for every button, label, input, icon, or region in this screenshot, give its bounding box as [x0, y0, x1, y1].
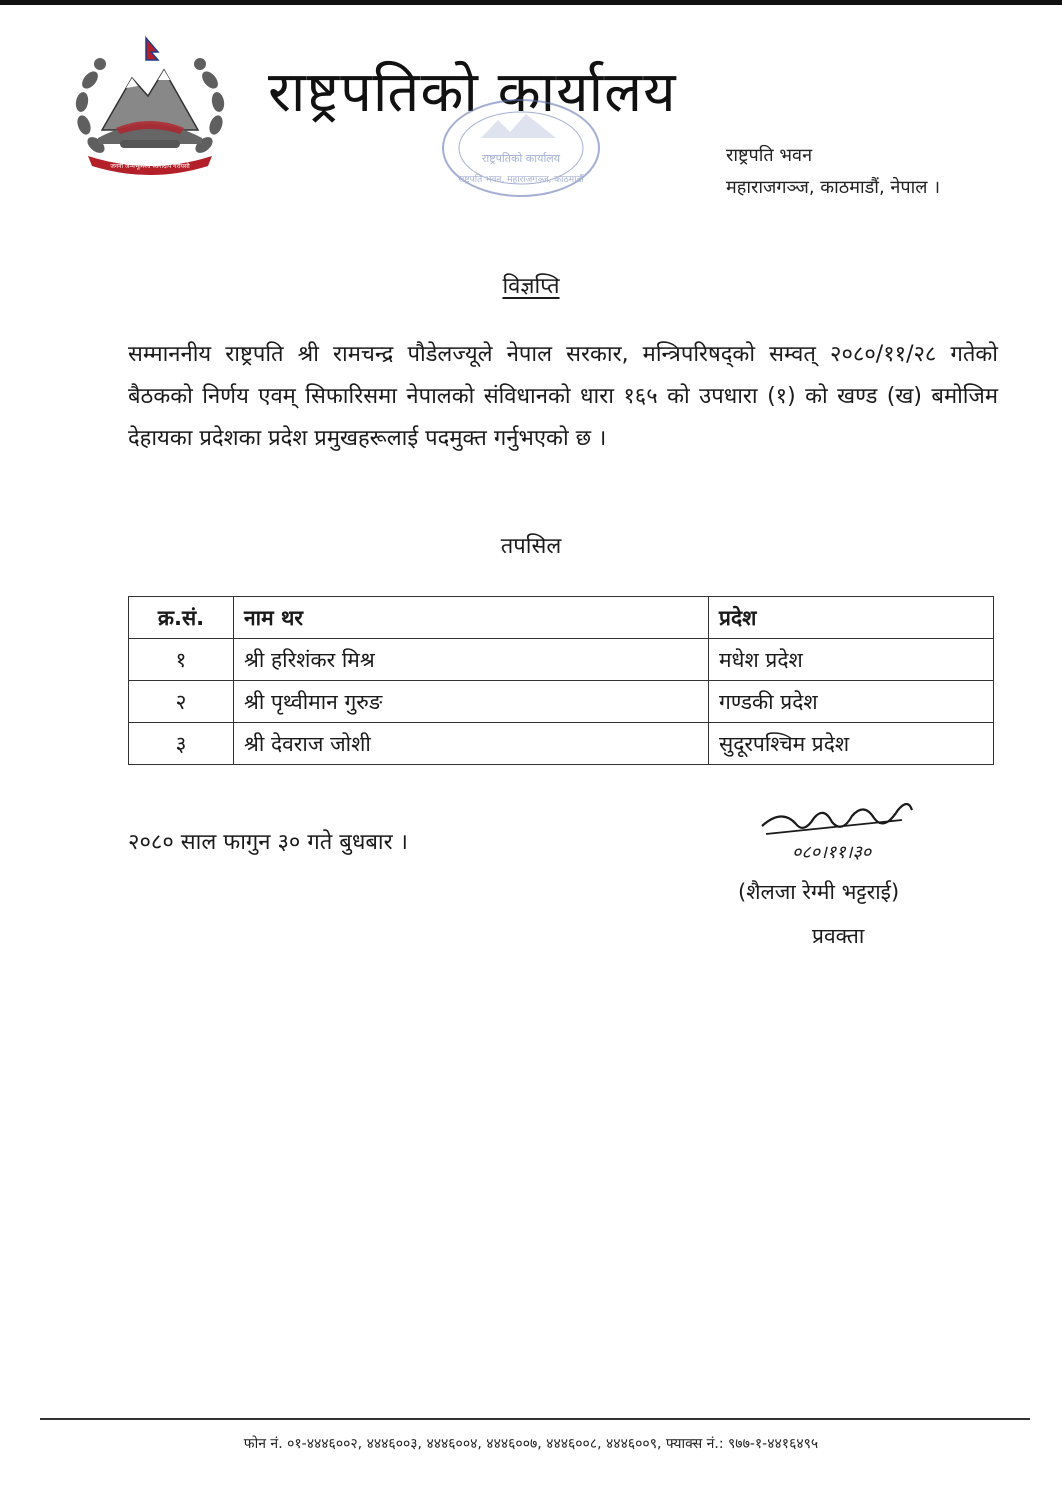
office-address [726, 140, 940, 204]
svg-text:राष्ट्रपतिको कार्यालय: राष्ट्रपतिको कार्यालय [481, 152, 561, 165]
row-serial: ३ [129, 723, 234, 765]
header-name: नाम थर [234, 597, 709, 639]
footer-divider [40, 1418, 1030, 1420]
row-name: श्री पृथ्वीमान गुरुङ [234, 681, 709, 723]
table-row [129, 639, 994, 681]
row-serial: १ [129, 639, 234, 681]
header-province: प्रदेश [709, 597, 994, 639]
row-province: मधेश प्रदेश [709, 639, 994, 681]
office-stamp-icon [436, 98, 606, 208]
top-border [0, 0, 1062, 5]
svg-text:जननी जन्मभूमिश्च स्वर्गादपि गर: जननी जन्मभूमिश्च स्वर्गादपि गरीयसी [110, 163, 190, 170]
signer-title: प्रवक्ता [812, 924, 865, 948]
row-province: गण्डकी प्रदेश [709, 681, 994, 723]
table-header-row [129, 597, 994, 639]
office-title: राष्ट्रपतिको कार्यालय [268, 60, 677, 125]
row-province: सुदूरपश्चिम प्रदेश [709, 723, 994, 765]
row-name: श्री देवराज जोशी [234, 723, 709, 765]
table-row [129, 723, 994, 765]
signature-icon [752, 788, 922, 868]
address-line-1: राष्ट्रपति भवन [726, 145, 813, 166]
svg-text:राष्ट्रपति भवन, महाराजगञ्ज, का: राष्ट्रपति भवन, महाराजगञ्ज, काठमाडौं [458, 175, 584, 185]
footer-contact: फोन नं. ०१-४४४६००२, ४४४६००३, ४४४६००४, ४४४६००७, ४४४६००८, ४४४६००९, फ्याक्स नं.: ९७७-१-४४१६४९५ [243, 1436, 819, 1452]
svg-text:०८०।११।३०: ०८०।११।३० [792, 842, 872, 863]
address-line-2: महाराजगञ्ज, काठमाडौं, नेपाल । [726, 177, 941, 198]
nepal-emblem-icon [60, 30, 240, 180]
notice-heading: विज्ञप्ति [502, 274, 560, 299]
notice-body: सम्माननीय राष्ट्रपति श्री रामचन्द्र पौडेलज्यूले नेपाल सरकार, मन्त्रिपरिषद्को सम्वत् २०८०/११/२८ गतेको बैठकको निर्णय एवम् सिफारिसमा नेपालको संविधानको धारा १६५ को उपधारा (१) को खण्ड (ख) बमोजिम देहायका प्रदेशका प्रदेश प्रमुखहरूलाई पदमुक्त गर्नुभएको छ । [128, 342, 998, 451]
signer-name: (शैलजा रेग्मी भट्टराई) [738, 880, 900, 904]
issue-date: २०८० साल फागुन ३० गते बुधबार । [128, 830, 408, 855]
row-serial: २ [129, 681, 234, 723]
row-name: श्री हरिशंकर मिश्र [234, 639, 709, 681]
header-serial: क्र.सं. [129, 597, 234, 639]
table-row [129, 681, 994, 723]
details-table [128, 596, 994, 765]
details-heading: तपसिल [500, 534, 562, 559]
